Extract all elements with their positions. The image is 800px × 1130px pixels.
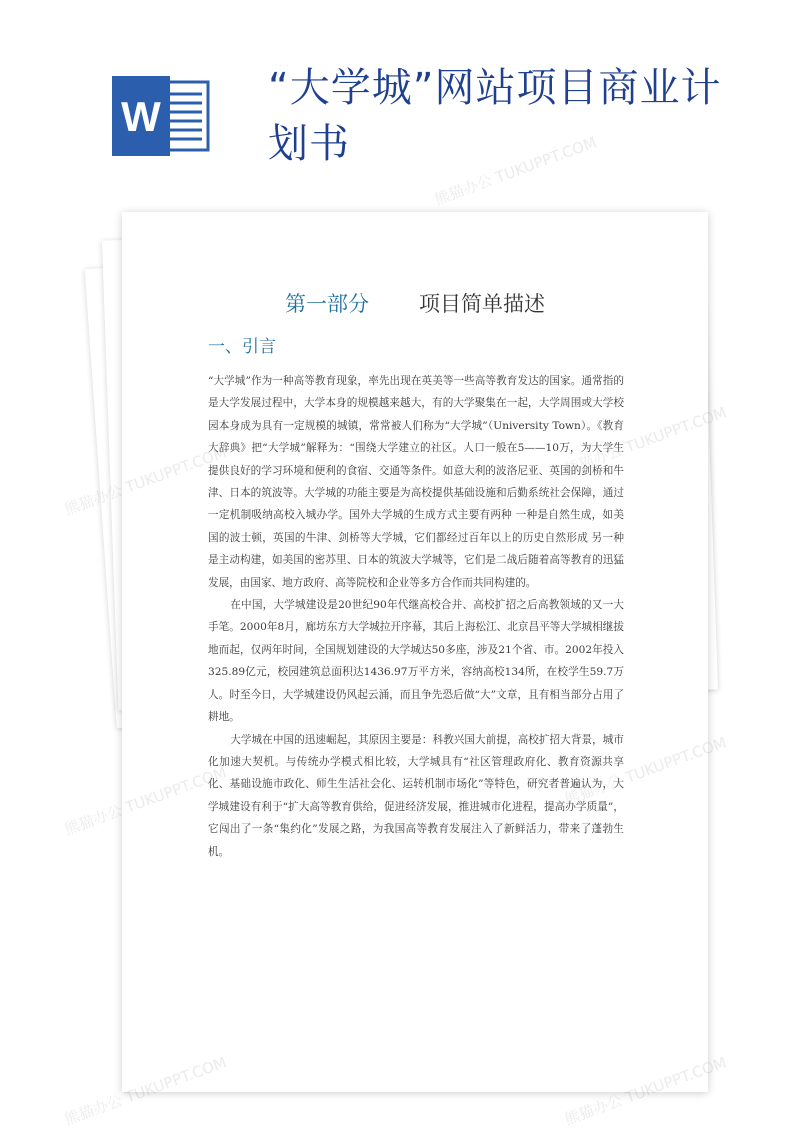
watermark: 熊猫办公 (62, 481, 125, 519)
watermark: 熊猫办公 (62, 801, 125, 839)
paragraph: 大学城在中国的迅速崛起，其原因主要是：科教兴国大前提，高校扩招大背景，城市化加速大契机。与传统办学模式相比较，大学城具有“社区管理政府化、教育资源共享化、基础设施市政化、师生生活社会化、运转机制市场化”等特色，研究者普遍认为，大学城建设有利于“扩大高等教育供给，促进经济发展，推进城市化进程，提高办学质量”，它闯出了一条“集约化”发展之路，为我国高等教育发展注入了新鲜活力，带来了蓬勃生机。 (208, 733, 624, 858)
word-document-icon (112, 76, 212, 156)
paragraph: 在中国，大学城建设是20世纪90年代继高校合并、高校扩招之后高教领域的又一大手笔。2000年8月，廊坊东方大学城拉开序幕，其后上海松江、北京昌平等大学城相继拔地而起，仅两年时间，全国规划建设的大学城达50多座，涉及21个省、市。2002年投入325.89亿元，校园建筑总面积达1436.97万平方米，容纳高校134所，在校学生59.7万人。时至今日，大学城建设仍风起云涌，而且争先恐后做“大”文章，且有相当部分占用了耕地。 (208, 599, 624, 724)
word-logo-letter: W (121, 93, 161, 140)
watermark: 熊猫办公 (562, 1091, 625, 1129)
document-page (122, 212, 708, 1092)
section-heading: 一、引言 (208, 337, 276, 357)
watermark: 熊猫办公 TUKUPPT.COM (432, 133, 599, 209)
part-heading (122, 288, 708, 318)
body-text (208, 370, 624, 863)
document-title: “大学城”网站项目商业计划书 (268, 65, 722, 167)
part-label: 第一部分 (285, 292, 369, 316)
part-title: 项目简单描述 (419, 292, 545, 316)
paragraph: “大学城”作为一种高等教育现象，率先出现在英美等一些高等教育发达的国家。通常指的是大学发展过程中，大学本身的规模越来越大，有的大学聚集在一起，大学周围或大学校园本身成为具有一定规模的城镇，常常被人们称为“大学城”（University Town）。《教育大辞典》把“大学城”解释为：“围绕大学建立的社区。人口一般在5——10万，为大学生提供良好的学习环境和便利的食宿、交通等条件。如意大利的波洛尼亚、英国的剑桥和牛津、日本的筑波等。大学城的功能主要是为高校提供基础设施和后勤系统社会保障，通过一定机制吸纳高校入城办学。国外大学城的生成方式主要有两种 一种是自然生成，如美国的波士顿，英国的牛津、剑桥等大学城，它们都经过百年以上的历史自然形成 另一种是主动构建，如美国的密苏里、日本的筑波大学城等，它们是二战后随着高等教育的迅猛发展，由国家、地方政府、高等院校和企业等多方合作而共同构建的。 (208, 375, 624, 589)
watermark: 熊猫办公 (62, 1091, 125, 1129)
